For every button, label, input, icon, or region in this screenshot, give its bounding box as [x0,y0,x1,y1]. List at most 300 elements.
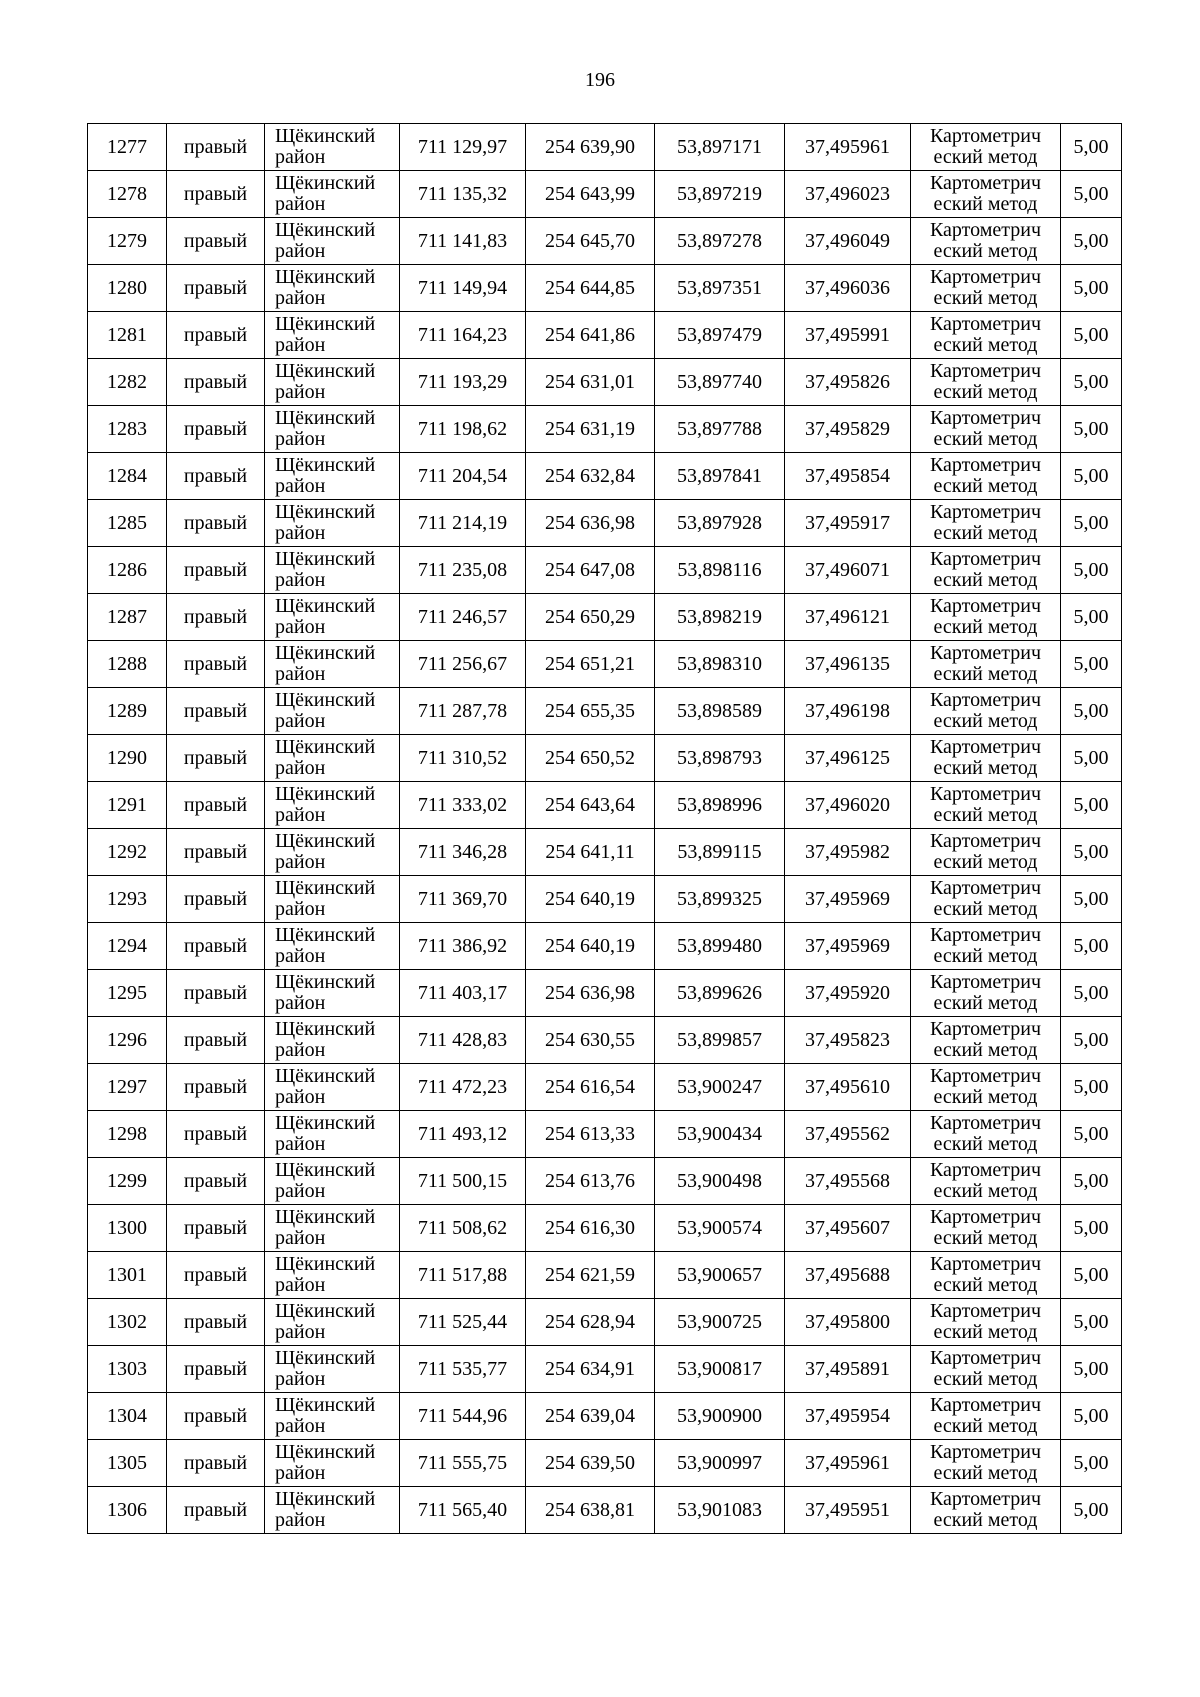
bank-side-cell: правый [167,1252,265,1299]
bank-side-cell: правый [167,500,265,547]
method-cell [911,1346,1061,1393]
method-cell-line: еский метод [933,945,1038,967]
district-cell-line: район [275,710,326,732]
district-cell-line: Щёкинский [275,1347,376,1369]
point-number-cell: 1299 [88,1158,167,1205]
method-cell-line: еский метод [933,287,1038,309]
district-cell [265,1111,400,1158]
longitude-cell: 37,495800 [785,1299,911,1346]
bank-side-cell: правый [167,782,265,829]
accuracy-cell: 5,00 [1061,1393,1122,1440]
table-body [88,124,1122,1534]
longitude-cell: 37,496125 [785,735,911,782]
longitude-cell: 37,495562 [785,1111,911,1158]
district-cell-line: Щёкинский [275,1394,376,1416]
district-cell-line: Щёкинский [275,1441,376,1463]
district-cell [265,1346,400,1393]
latitude-cell: 53,897928 [655,500,785,547]
latitude-cell: 53,898793 [655,735,785,782]
method-cell-line: еский метод [933,804,1038,826]
method-cell [911,923,1061,970]
latitude-cell: 53,900725 [655,1299,785,1346]
point-number-cell: 1286 [88,547,167,594]
district-cell [265,124,400,171]
accuracy-cell: 5,00 [1061,1487,1122,1534]
bank-side-cell: правый [167,1158,265,1205]
x-coordinate-cell: 711 525,44 [400,1299,526,1346]
latitude-cell: 53,900900 [655,1393,785,1440]
accuracy-cell: 5,00 [1061,171,1122,218]
accuracy-cell: 5,00 [1061,1252,1122,1299]
method-cell-line: еский метод [933,522,1038,544]
district-cell [265,923,400,970]
table-row [88,406,1122,453]
point-number-cell: 1303 [88,1346,167,1393]
district-cell [265,1252,400,1299]
district-cell-line: Щёкинский [275,219,376,241]
latitude-cell: 53,897740 [655,359,785,406]
bank-side-cell: правый [167,1064,265,1111]
latitude-cell: 53,899480 [655,923,785,970]
y-coordinate-cell: 254 644,85 [526,265,655,312]
y-coordinate-cell: 254 645,70 [526,218,655,265]
district-cell [265,735,400,782]
latitude-cell: 53,897788 [655,406,785,453]
district-cell [265,359,400,406]
accuracy-cell: 5,00 [1061,1205,1122,1252]
method-cell-line: еский метод [933,851,1038,873]
accuracy-cell: 5,00 [1061,1017,1122,1064]
bank-side-cell: правый [167,1393,265,1440]
point-number-cell: 1297 [88,1064,167,1111]
method-cell [911,124,1061,171]
method-cell-line: еский метод [933,381,1038,403]
method-cell-line: Картометрич [929,360,1042,382]
bank-side-cell: правый [167,1440,265,1487]
district-cell [265,1205,400,1252]
method-cell-line: Картометрич [929,219,1042,241]
table-row [88,171,1122,218]
bank-side-cell: правый [167,923,265,970]
method-cell [911,547,1061,594]
longitude-cell: 37,495991 [785,312,911,359]
point-number-cell: 1290 [88,735,167,782]
accuracy-cell: 5,00 [1061,312,1122,359]
accuracy-cell: 5,00 [1061,923,1122,970]
accuracy-cell: 5,00 [1061,1064,1122,1111]
x-coordinate-cell: 711 565,40 [400,1487,526,1534]
method-cell-line: Картометрич [929,501,1042,523]
district-cell-line: район [275,1368,326,1390]
latitude-cell: 53,897841 [655,453,785,500]
method-cell [911,1393,1061,1440]
method-cell [911,876,1061,923]
accuracy-cell: 5,00 [1061,265,1122,312]
table-row [88,1346,1122,1393]
accuracy-cell: 5,00 [1061,406,1122,453]
district-cell-line: район [275,428,326,450]
method-cell [911,1487,1061,1534]
method-cell [911,453,1061,500]
latitude-cell: 53,900574 [655,1205,785,1252]
district-cell-line: Щёкинский [275,1300,376,1322]
method-cell [911,782,1061,829]
latitude-cell: 53,899857 [655,1017,785,1064]
point-number-cell: 1288 [88,641,167,688]
longitude-cell: 37,496198 [785,688,911,735]
latitude-cell: 53,898996 [655,782,785,829]
method-cell-line: еский метод [933,1509,1038,1531]
y-coordinate-cell: 254 628,94 [526,1299,655,1346]
method-cell [911,1252,1061,1299]
x-coordinate-cell: 711 517,88 [400,1252,526,1299]
district-cell [265,876,400,923]
x-coordinate-cell: 711 310,52 [400,735,526,782]
district-cell [265,218,400,265]
district-cell-line: Щёкинский [275,877,376,899]
table-row [88,265,1122,312]
y-coordinate-cell: 254 640,19 [526,923,655,970]
bank-side-cell: правый [167,594,265,641]
accuracy-cell: 5,00 [1061,359,1122,406]
method-cell [911,218,1061,265]
table-row [88,735,1122,782]
point-number-cell: 1306 [88,1487,167,1534]
district-cell-line: район [275,569,326,591]
method-cell-line: Картометрич [929,830,1042,852]
x-coordinate-cell: 711 500,15 [400,1158,526,1205]
method-cell-line: Картометрич [929,736,1042,758]
bank-side-cell: правый [167,218,265,265]
district-cell [265,406,400,453]
method-cell-line: еский метод [933,193,1038,215]
method-cell-line: еский метод [933,1133,1038,1155]
point-number-cell: 1292 [88,829,167,876]
method-cell-line: Картометрич [929,689,1042,711]
y-coordinate-cell: 254 630,55 [526,1017,655,1064]
point-number-cell: 1304 [88,1393,167,1440]
x-coordinate-cell: 711 129,97 [400,124,526,171]
district-cell-line: Щёкинский [275,1018,376,1040]
district-cell [265,1158,400,1205]
district-cell [265,1299,400,1346]
bank-side-cell: правый [167,265,265,312]
method-cell [911,735,1061,782]
bank-side-cell: правый [167,1346,265,1393]
district-cell-line: район [275,663,326,685]
y-coordinate-cell: 254 639,90 [526,124,655,171]
y-coordinate-cell: 254 643,64 [526,782,655,829]
point-number-cell: 1283 [88,406,167,453]
x-coordinate-cell: 711 256,67 [400,641,526,688]
method-cell-line: Картометрич [929,1394,1042,1416]
latitude-cell: 53,899626 [655,970,785,1017]
district-cell-line: район [275,992,326,1014]
method-cell-line: еский метод [933,1180,1038,1202]
district-cell [265,1440,400,1487]
district-cell-line: Щёкинский [275,360,376,382]
district-cell [265,688,400,735]
method-cell-line: еский метод [933,1274,1038,1296]
bank-side-cell: правый [167,735,265,782]
x-coordinate-cell: 711 428,83 [400,1017,526,1064]
district-cell-line: Щёкинский [275,1253,376,1275]
method-cell-line: еский метод [933,663,1038,685]
table-row [88,359,1122,406]
district-cell [265,1487,400,1534]
district-cell-line: Щёкинский [275,924,376,946]
district-cell-line: район [275,475,326,497]
table-row [88,1299,1122,1346]
table-row [88,1440,1122,1487]
point-number-cell: 1285 [88,500,167,547]
y-coordinate-cell: 254 655,35 [526,688,655,735]
y-coordinate-cell: 254 613,33 [526,1111,655,1158]
method-cell-line: Картометрич [929,1441,1042,1463]
table-row [88,876,1122,923]
method-cell-line: Картометрич [929,172,1042,194]
table-row [88,453,1122,500]
table-row [88,1017,1122,1064]
accuracy-cell: 5,00 [1061,1111,1122,1158]
latitude-cell: 53,898310 [655,641,785,688]
longitude-cell: 37,495568 [785,1158,911,1205]
district-cell-line: район [275,1415,326,1437]
point-number-cell: 1278 [88,171,167,218]
latitude-cell: 53,901083 [655,1487,785,1534]
page-number: 196 [585,69,615,91]
accuracy-cell: 5,00 [1061,688,1122,735]
y-coordinate-cell: 254 621,59 [526,1252,655,1299]
point-number-cell: 1298 [88,1111,167,1158]
y-coordinate-cell: 254 634,91 [526,1346,655,1393]
method-cell [911,171,1061,218]
longitude-cell: 37,495917 [785,500,911,547]
accuracy-cell: 5,00 [1061,735,1122,782]
longitude-cell: 37,495954 [785,1393,911,1440]
method-cell [911,406,1061,453]
method-cell-line: еский метод [933,1086,1038,1108]
district-cell-line: Щёкинский [275,1065,376,1087]
longitude-cell: 37,495891 [785,1346,911,1393]
district-cell-line: район [275,1180,326,1202]
method-cell-line: Картометрич [929,1112,1042,1134]
method-cell-line: еский метод [933,710,1038,732]
longitude-cell: 37,495951 [785,1487,911,1534]
district-cell-line: Щёкинский [275,1112,376,1134]
method-cell-line: Картометрич [929,924,1042,946]
latitude-cell: 53,900657 [655,1252,785,1299]
method-cell-line: Картометрич [929,1300,1042,1322]
method-cell-line: еский метод [933,1368,1038,1390]
district-cell-line: район [275,522,326,544]
point-number-cell: 1295 [88,970,167,1017]
method-cell-line: Картометрич [929,125,1042,147]
point-number-cell: 1280 [88,265,167,312]
district-cell [265,641,400,688]
district-cell [265,782,400,829]
district-cell-line: район [275,1321,326,1343]
table-row [88,1252,1122,1299]
x-coordinate-cell: 711 214,19 [400,500,526,547]
accuracy-cell: 5,00 [1061,1346,1122,1393]
x-coordinate-cell: 711 535,77 [400,1346,526,1393]
longitude-cell: 37,495982 [785,829,911,876]
x-coordinate-cell: 711 493,12 [400,1111,526,1158]
latitude-cell: 53,900817 [655,1346,785,1393]
accuracy-cell: 5,00 [1061,124,1122,171]
district-cell-line: район [275,1462,326,1484]
method-cell-line: Картометрич [929,783,1042,805]
method-cell-line: Картометрич [929,1206,1042,1228]
bank-side-cell: правый [167,876,265,923]
district-cell-line: Щёкинский [275,266,376,288]
accuracy-cell: 5,00 [1061,782,1122,829]
y-coordinate-cell: 254 643,99 [526,171,655,218]
method-cell-line: еский метод [933,569,1038,591]
longitude-cell: 37,496036 [785,265,911,312]
latitude-cell: 53,897278 [655,218,785,265]
longitude-cell: 37,495826 [785,359,911,406]
table-row [88,1158,1122,1205]
longitude-cell: 37,495969 [785,923,911,970]
table-row [88,688,1122,735]
x-coordinate-cell: 711 204,54 [400,453,526,500]
bank-side-cell: правый [167,970,265,1017]
table-row [88,1111,1122,1158]
bank-side-cell: правый [167,688,265,735]
table-row [88,594,1122,641]
method-cell [911,829,1061,876]
method-cell [911,265,1061,312]
accuracy-cell: 5,00 [1061,547,1122,594]
point-number-cell: 1277 [88,124,167,171]
y-coordinate-cell: 254 616,30 [526,1205,655,1252]
latitude-cell: 53,900247 [655,1064,785,1111]
latitude-cell: 53,900498 [655,1158,785,1205]
district-cell [265,1393,400,1440]
method-cell-line: еский метод [933,898,1038,920]
district-cell-line: Щёкинский [275,830,376,852]
point-number-cell: 1279 [88,218,167,265]
y-coordinate-cell: 254 651,21 [526,641,655,688]
district-cell-line: район [275,851,326,873]
district-cell-line: район [275,1039,326,1061]
district-cell-line: Щёкинский [275,548,376,570]
x-coordinate-cell: 711 403,17 [400,970,526,1017]
table-row [88,500,1122,547]
accuracy-cell: 5,00 [1061,1299,1122,1346]
district-cell-line: район [275,193,326,215]
table-row [88,923,1122,970]
table-row [88,1487,1122,1534]
district-cell-line: Щёкинский [275,454,376,476]
x-coordinate-cell: 711 544,96 [400,1393,526,1440]
longitude-cell: 37,496049 [785,218,911,265]
district-cell-line: Щёкинский [275,1159,376,1181]
accuracy-cell: 5,00 [1061,453,1122,500]
table-row [88,782,1122,829]
table-row [88,124,1122,171]
district-cell-line: район [275,1274,326,1296]
district-cell-line: район [275,1133,326,1155]
district-cell-line: район [275,240,326,262]
y-coordinate-cell: 254 647,08 [526,547,655,594]
accuracy-cell: 5,00 [1061,218,1122,265]
table-row [88,1205,1122,1252]
x-coordinate-cell: 711 135,32 [400,171,526,218]
method-cell-line: еский метод [933,1321,1038,1343]
district-cell [265,171,400,218]
district-cell-line: Щёкинский [275,172,376,194]
coordinates-table [87,123,1122,1534]
longitude-cell: 37,495961 [785,124,911,171]
latitude-cell: 53,899115 [655,829,785,876]
district-cell-line: Щёкинский [275,595,376,617]
bank-side-cell: правый [167,641,265,688]
table-row [88,1393,1122,1440]
y-coordinate-cell: 254 639,04 [526,1393,655,1440]
bank-side-cell: правый [167,547,265,594]
point-number-cell: 1301 [88,1252,167,1299]
accuracy-cell: 5,00 [1061,829,1122,876]
method-cell [911,641,1061,688]
bank-side-cell: правый [167,1205,265,1252]
district-cell-line: район [275,757,326,779]
point-number-cell: 1289 [88,688,167,735]
y-coordinate-cell: 254 640,19 [526,876,655,923]
point-number-cell: 1287 [88,594,167,641]
y-coordinate-cell: 254 639,50 [526,1440,655,1487]
district-cell-line: Щёкинский [275,407,376,429]
longitude-cell: 37,495969 [785,876,911,923]
point-number-cell: 1294 [88,923,167,970]
method-cell-line: Картометрич [929,877,1042,899]
bank-side-cell: правый [167,171,265,218]
x-coordinate-cell: 711 386,92 [400,923,526,970]
latitude-cell: 53,900997 [655,1440,785,1487]
y-coordinate-cell: 254 638,81 [526,1487,655,1534]
table-row [88,312,1122,359]
method-cell [911,1440,1061,1487]
district-cell [265,312,400,359]
accuracy-cell: 5,00 [1061,500,1122,547]
district-cell-line: район [275,287,326,309]
accuracy-cell: 5,00 [1061,594,1122,641]
method-cell-line: Картометрич [929,266,1042,288]
district-cell-line: Щёкинский [275,1488,376,1510]
longitude-cell: 37,496135 [785,641,911,688]
x-coordinate-cell: 711 369,70 [400,876,526,923]
method-cell-line: Картометрич [929,1253,1042,1275]
latitude-cell: 53,898589 [655,688,785,735]
y-coordinate-cell: 254 636,98 [526,970,655,1017]
method-cell [911,312,1061,359]
latitude-cell: 53,900434 [655,1111,785,1158]
latitude-cell: 53,897351 [655,265,785,312]
latitude-cell: 53,898219 [655,594,785,641]
bank-side-cell: правый [167,1487,265,1534]
district-cell-line: Щёкинский [275,125,376,147]
district-cell-line: Щёкинский [275,642,376,664]
x-coordinate-cell: 711 149,94 [400,265,526,312]
method-cell-line: еский метод [933,1415,1038,1437]
x-coordinate-cell: 711 235,08 [400,547,526,594]
district-cell-line: Щёкинский [275,1206,376,1228]
method-cell-line: Картометрич [929,1488,1042,1510]
longitude-cell: 37,495610 [785,1064,911,1111]
y-coordinate-cell: 254 613,76 [526,1158,655,1205]
